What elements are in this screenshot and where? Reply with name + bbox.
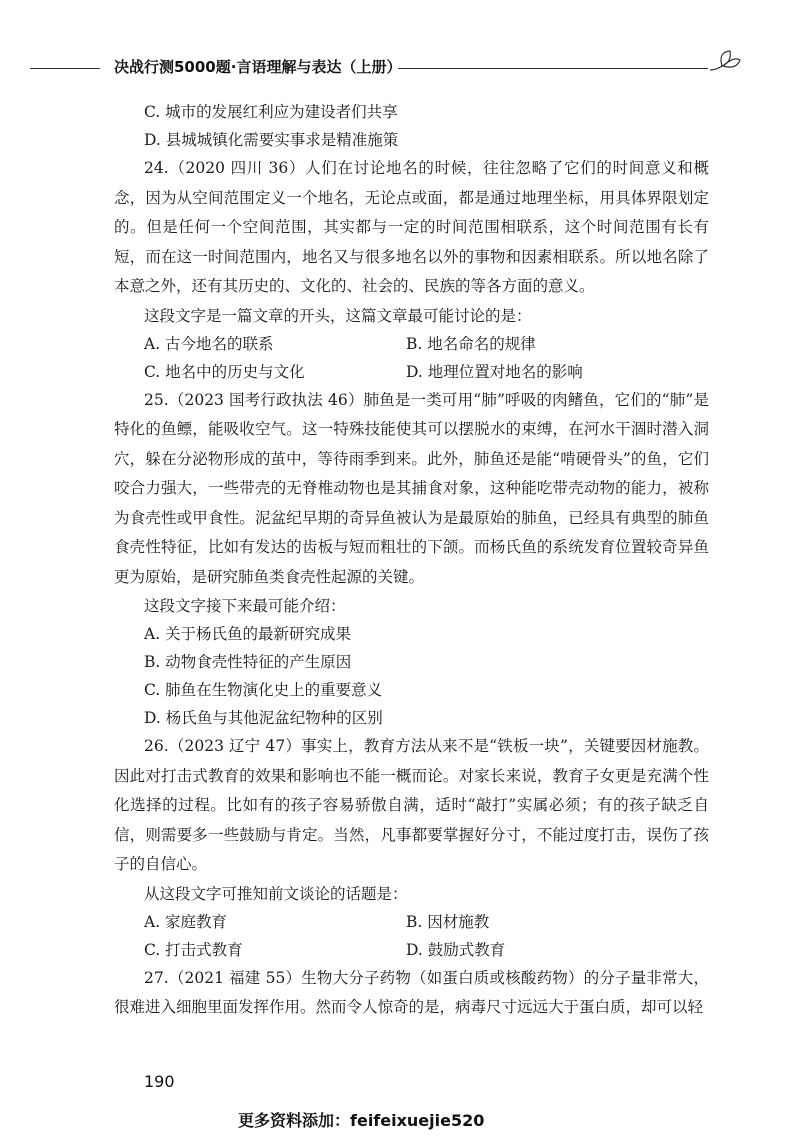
question-24-passage xyxy=(114,154,709,302)
question-26-option-b: B. 因材施教 xyxy=(406,912,490,931)
question-25-option-a: A. 关于杨氏鱼的最新研究成果 xyxy=(144,625,352,643)
question-27-passage xyxy=(114,964,709,1023)
question-26 xyxy=(114,732,709,880)
prev-option-d: D. 县城城镇化需要实事求是精准施策 xyxy=(144,131,399,149)
header-rule-left xyxy=(30,68,100,69)
header-rule-right xyxy=(398,68,708,69)
question-24-stem: 这段文字是一篇文章的开头，这篇文章最可能讨论的是： xyxy=(144,306,532,325)
question-24-options-row-1 xyxy=(144,330,709,358)
question-24-option-c: C. 地名中的历史与文化 xyxy=(144,362,305,381)
question-26-passage-text: 26.（2023 辽宁 47）事实上，教育方法从来不是“铁板一块”，关键要因材施教。因此对打击式教育的效果和影响也不能一概而论。对家长来说，教育子女更是充满个性化选择的过程。比如有的孩子容易骄傲自满，适时“敲打”实属必须；有的孩子缺乏自信，则需要多一些鼓励与肯定。当然，凡事都要掌握好分寸，不能过度打击，误伤了孩子的自信心。 xyxy=(114,737,709,873)
question-25-passage-text: 25.（2023 国考行政执法 46）肺鱼是一类可用“肺”呼吸的肉鳍鱼，它们的“肺”是特化的鱼鳔，能吸收空气。这一特殊技能使其可以摆脱水的束缚，在河水干涸时潜入洞穴，躲在分泌物形成的茧中，等待雨季到来。此外，肺鱼还是能“啃硬骨头”的鱼，它们咬合力强大，一些带壳的无脊椎动物也是其捕食对象，这种能吃带壳动物的能力，被称为食壳性或甲食性。泥盆纪早期的奇异鱼被认为是最原始的肺鱼，已经具有典型的肺鱼食壳性特征，比如有发达的齿板与短而粗壮的下颌。而杨氏鱼的系统发育位置较奇异鱼更为原始，是研究肺鱼类食壳性起源的关键。 xyxy=(114,390,709,586)
question-25-option-c: C. 肺鱼在生物演化史上的重要意义 xyxy=(144,681,383,699)
question-26-option-c: C. 打击式教育 xyxy=(144,940,243,959)
question-26-option-d: D. 鼓励式教育 xyxy=(406,940,506,959)
question-27 xyxy=(114,964,709,1023)
question-24-passage-text: 24.（2020 四川 36）人们在讨论地名的时候，往往忽略了它们的时间意义和概念，因为从空间范围定义一个地名，无论点或面，都是通过地理坐标，用具体界限划定的。但是任何一个空间范围，其实都与一定的时间范围相联系，这个时间范围有长有短，而在这一时间范围内，地名又与很多地名以外的事物和因素相联系。所以地名除了本意之外，还有其历史的、文化的、社会的、民族的等各方面的意义。 xyxy=(114,159,709,295)
question-25 xyxy=(114,386,709,593)
question-25-stem: 这段文字接下来最可能介绍： xyxy=(144,597,346,615)
header-title: 决战行测5000题·言语理解与表达（上册） xyxy=(114,58,402,76)
footer-note: 更多资料添加：feifeixuejie520 xyxy=(238,1111,485,1130)
question-26-options-row-1 xyxy=(144,908,709,936)
question-24-option-a: A. 古今地名的联系 xyxy=(144,334,274,353)
question-25-passage xyxy=(114,386,709,593)
question-26-passage xyxy=(114,732,709,880)
question-24-option-b: B. 地名命名的规律 xyxy=(406,334,536,353)
question-26-option-a: A. 家庭教育 xyxy=(144,912,228,931)
question-24-options-row-2 xyxy=(144,358,709,386)
question-25-option-d: D. 杨氏鱼与其他泥盆纪物种的区别 xyxy=(144,709,383,727)
question-27-passage-text: 27.（2021 福建 55）生物大分子药物（如蛋白质或核酸药物）的分子量非常大，很难进入细胞里面发挥作用。然而令人惊奇的是，病毒尺寸远远大于蛋白质，却可以轻 xyxy=(114,968,709,1016)
page-number: 190 xyxy=(144,1072,175,1091)
prev-option-c: C. 城市的发展红利应为建设者们共享 xyxy=(144,103,398,121)
question-24 xyxy=(114,154,709,302)
question-26-stem: 从这段文字可推知前文谈论的话题是： xyxy=(144,884,408,903)
running-header xyxy=(30,48,720,78)
question-25-option-b: B. 动物食壳性特征的产生原因 xyxy=(144,653,352,671)
sprout-leaf-icon xyxy=(706,48,742,74)
page-content xyxy=(114,98,709,1023)
question-26-options-row-2 xyxy=(144,936,709,964)
question-24-option-d: D. 地理位置对地名的影响 xyxy=(406,362,583,381)
